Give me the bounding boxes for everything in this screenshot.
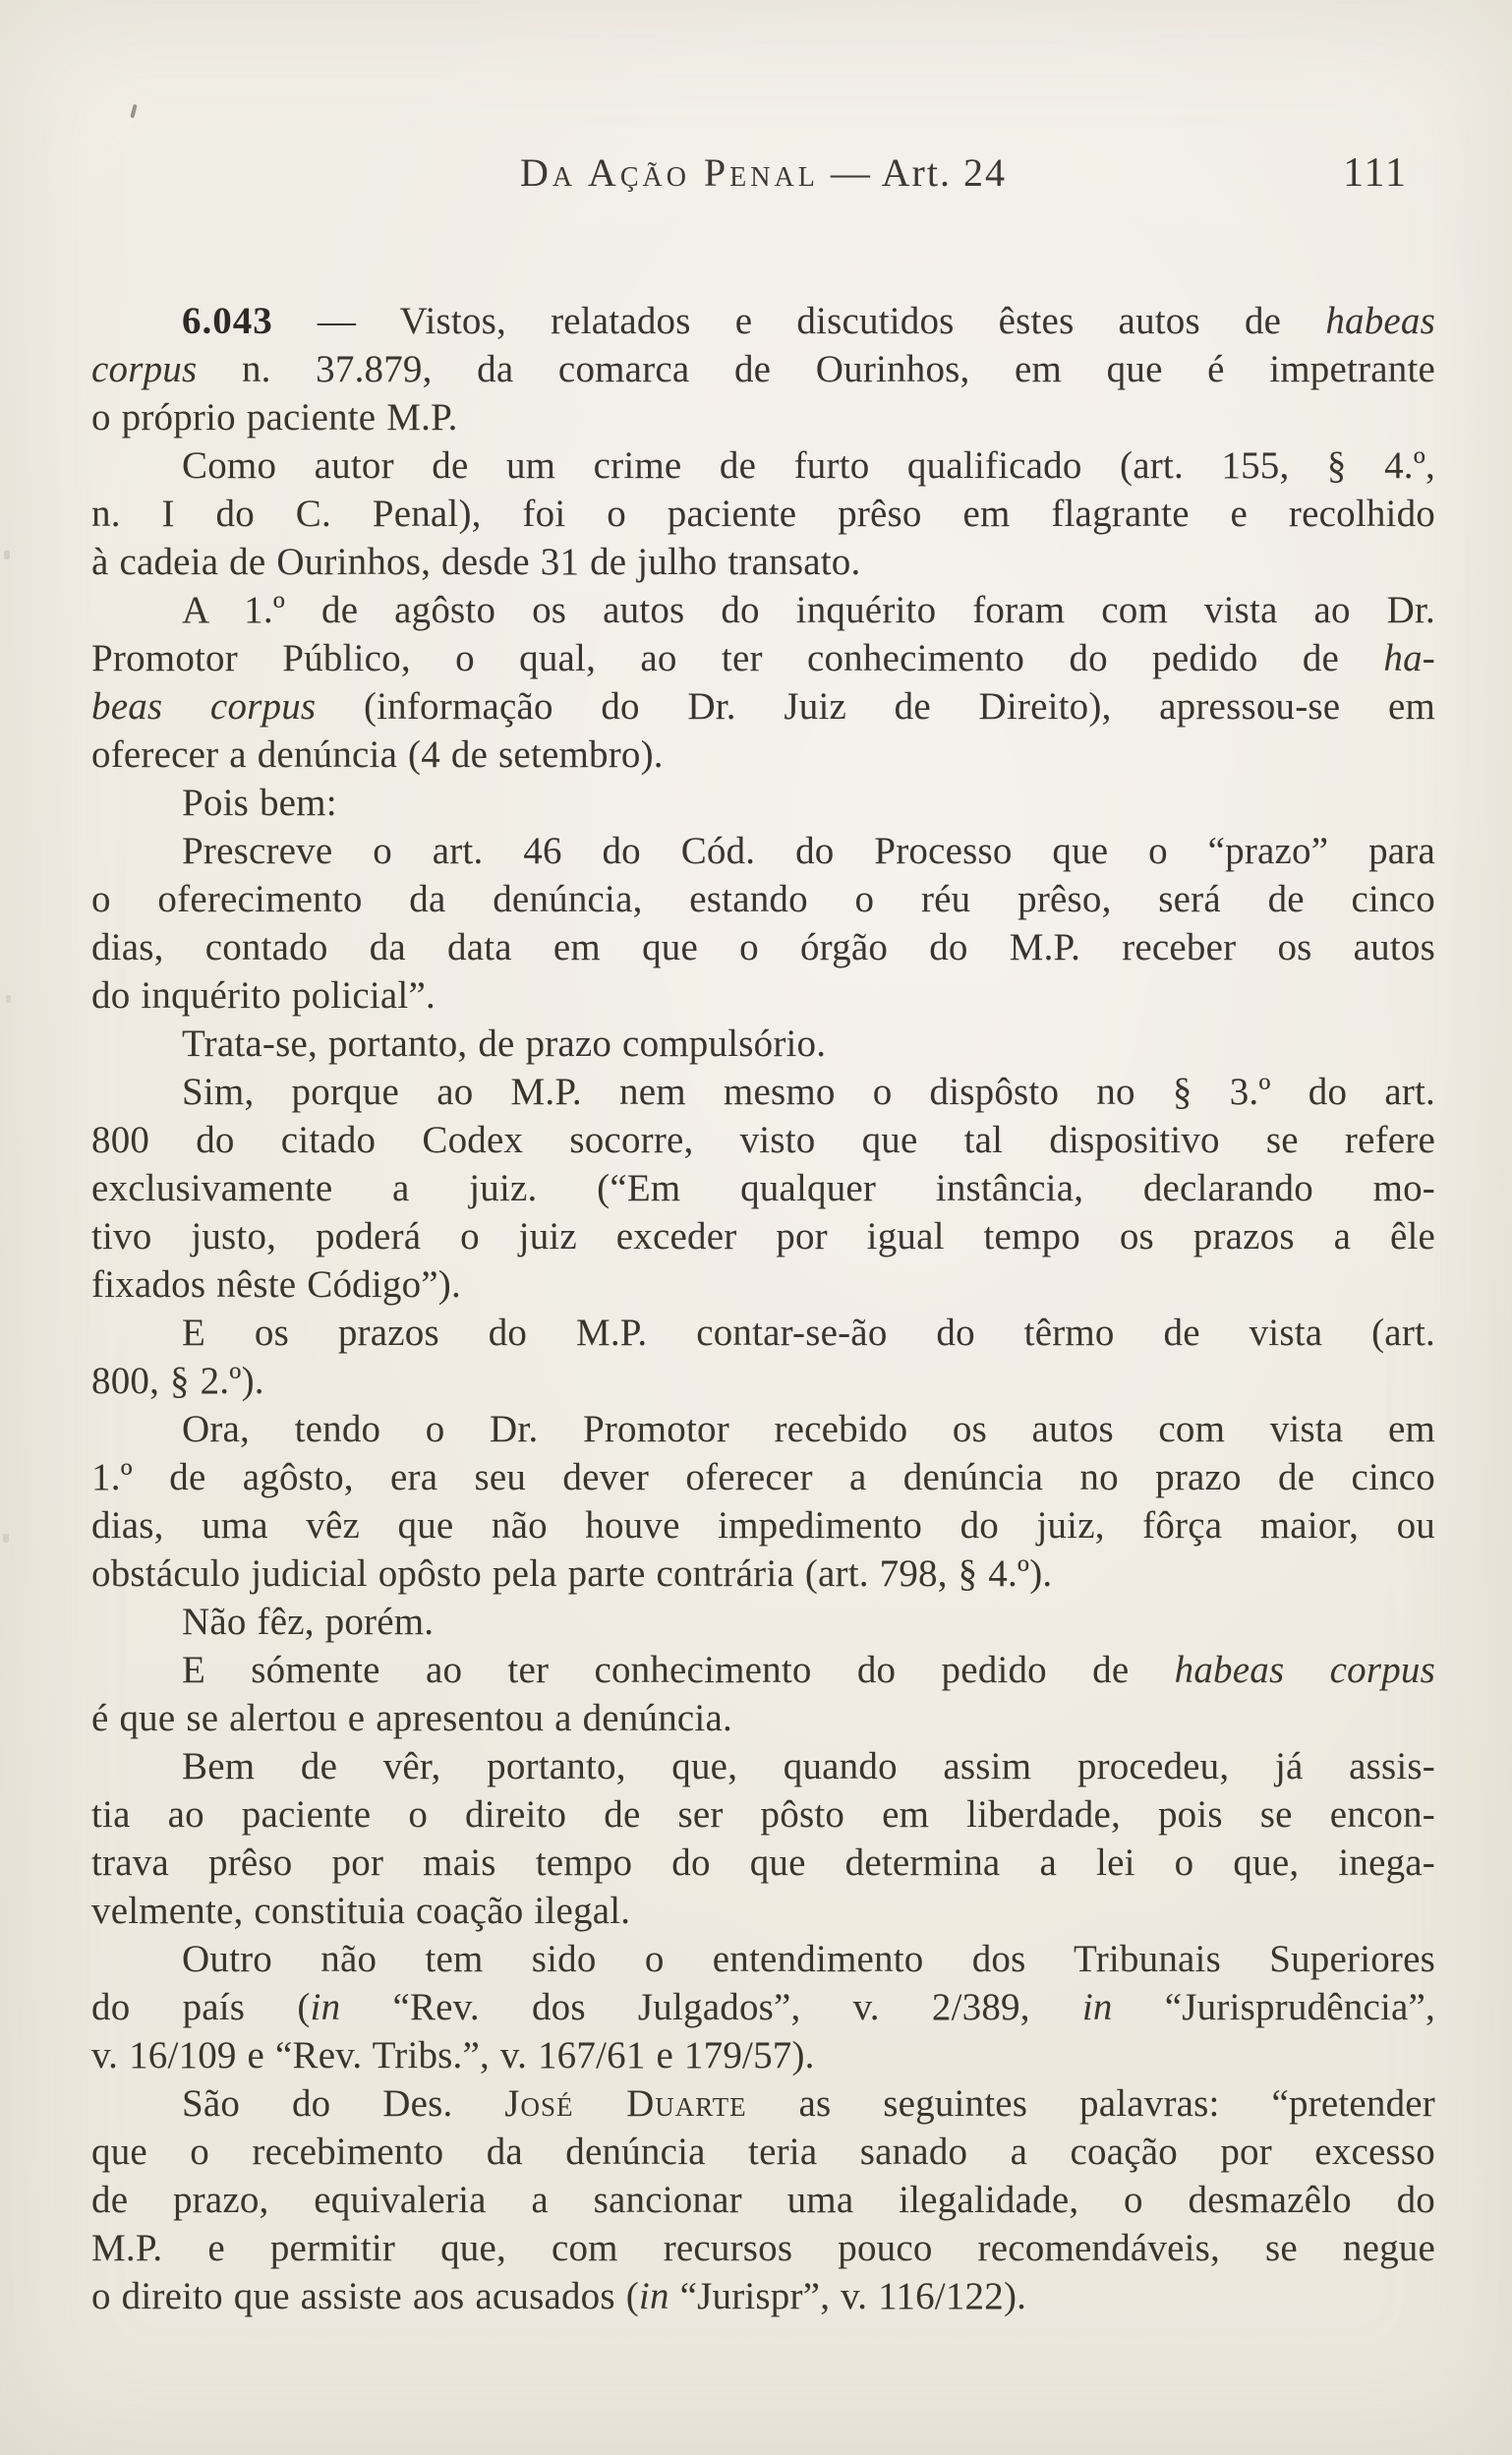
text-line xyxy=(91,923,1435,971)
text-line xyxy=(91,1212,1435,1260)
text-line xyxy=(91,393,1435,441)
text-line xyxy=(91,1549,1435,1598)
running-title-article: — Art. 24 xyxy=(818,150,1007,195)
italic-text: in xyxy=(310,1986,341,2028)
text-line xyxy=(91,1068,1435,1116)
text-segment: E os prazos do M.P. contar-se-ão do têrmo de vista (art. xyxy=(182,1312,1435,1354)
text-segment: A 1.º de agôsto os autos do inquérito foram com vista ao Dr. xyxy=(182,589,1435,631)
paragraph-11 xyxy=(91,1646,1435,1742)
text-line xyxy=(91,779,1435,827)
paragraph-1 xyxy=(91,297,1435,441)
text-line xyxy=(91,827,1435,875)
paragraph-14 xyxy=(91,2079,1435,2320)
text-segment: São do Des. xyxy=(182,2082,505,2125)
text-line xyxy=(91,1260,1435,1309)
text-segment: “Rev. dos Julgados”, v. 2/389, xyxy=(340,1986,1082,2028)
scan-speck xyxy=(4,551,10,559)
text-segment: Como autor de um crime de furto qualificado (art. 155, § 4.º, xyxy=(182,444,1435,487)
paragraph-3 xyxy=(91,586,1435,779)
text-segment: de prazo, equivaleria a sancionar uma ilegalidade, o desmazêlo do xyxy=(91,2179,1435,2221)
paragraph-10 xyxy=(91,1598,1435,1646)
paragraph-4 xyxy=(91,779,1435,827)
page-header xyxy=(91,147,1435,199)
text-line xyxy=(91,1839,1435,1887)
text-segment: Trata-se, portanto, de prazo compulsório. xyxy=(182,1023,827,1065)
text-line xyxy=(91,1935,1435,1983)
scan-speck xyxy=(3,1534,9,1543)
text-segment: 1.º de agôsto, era seu dever oferecer a denúncia no prazo de cinco xyxy=(91,1456,1435,1498)
text-segment: o oferecimento da denúncia, estando o réu prêso, será de cinco xyxy=(91,878,1435,920)
text-segment: Outro não tem sido o entendimento dos Tribunais Superiores xyxy=(182,1938,1435,1980)
text-segment: o direito que assiste aos acusados ( xyxy=(91,2275,639,2317)
text-line xyxy=(91,345,1435,393)
text-line xyxy=(91,1742,1435,1790)
paragraph-5 xyxy=(91,827,1435,1020)
text-segment: (informação do Dr. Juiz de Direito), apressou-se em xyxy=(316,685,1435,728)
text-line xyxy=(91,682,1435,731)
text-line xyxy=(91,1598,1435,1646)
text-line xyxy=(91,1501,1435,1549)
running-title xyxy=(91,147,1435,199)
scan-speck xyxy=(6,995,11,1003)
smallcaps-name: José Duarte xyxy=(504,2082,747,2125)
text-line xyxy=(91,2272,1435,2320)
text-segment: Não fêz, porém. xyxy=(182,1601,435,1643)
text-segment: tivo justo, poderá o juiz exceder por igual tempo os prazos a êle xyxy=(91,1215,1435,1257)
text-segment: oferecer a denúncia (4 de setembro). xyxy=(91,733,664,776)
text-line xyxy=(91,490,1435,538)
text-segment: Prescreve o art. 46 do Cód. do Processo que o “prazo” para xyxy=(182,830,1435,872)
text-segment: 800, § 2.º). xyxy=(91,1360,264,1402)
text-segment: E sómente ao ter conhecimento do pedido de xyxy=(182,1649,1175,1691)
text-line xyxy=(91,1164,1435,1212)
text-segment: “Jurispr”, v. 116/122). xyxy=(669,2275,1027,2317)
text-line xyxy=(91,731,1435,779)
text-segment: n. 37.879, da comarca de Ourinhos, em que é impetrante xyxy=(197,348,1435,390)
text-segment: Ora, tendo o Dr. Promotor recebido os autos com vista em xyxy=(182,1408,1435,1450)
text-segment: exclusivamente a juiz. (“Em qualquer instância, declarando mo- xyxy=(91,1167,1435,1209)
text-line xyxy=(91,2224,1435,2272)
text-segment: M.P. e permitir que, com recursos pouco recomendáveis, se negue xyxy=(91,2227,1435,2269)
text-segment: Bem de vêr, portanto, que, quando assim procedeu, já assis- xyxy=(182,1745,1435,1787)
text-segment: Pois bem: xyxy=(182,782,337,824)
paragraph-7 xyxy=(91,1068,1435,1309)
text-line xyxy=(91,1694,1435,1742)
paragraph-9 xyxy=(91,1405,1435,1598)
paragraph-2 xyxy=(91,441,1435,586)
italic-text: corpus xyxy=(91,348,198,390)
text-segment: v. 16/109 e “Rev. Tribs.”, v. 167/61 e 179/57). xyxy=(91,2034,815,2076)
text-body xyxy=(91,297,1435,2320)
text-segment: as seguintes palavras: “pretender xyxy=(746,2082,1435,2125)
text-segment: — Vistos, relatados e discutidos êstes autos de xyxy=(272,300,1326,342)
text-segment: Promotor Público, o qual, ao ter conhecimento do pedido de xyxy=(91,637,1384,679)
text-segment: do inquérito policial”. xyxy=(91,974,436,1017)
text-line xyxy=(91,634,1435,682)
text-segment: fixados nêste Código”). xyxy=(91,1263,461,1306)
text-line xyxy=(91,875,1435,923)
paragraph-13 xyxy=(91,1935,1435,2079)
page-number: 111 xyxy=(1343,150,1408,196)
text-segment: dias, contado da data em que o órgão do M.P. receber os autos xyxy=(91,926,1435,968)
text-segment: dias, uma vêz que não houve impedimento do juiz, fôrça maior, ou xyxy=(91,1504,1435,1547)
text-segment: tia ao paciente o direito de ser pôsto em liberdade, pois se encon- xyxy=(91,1793,1435,1836)
text-segment: “Jurisprudência”, xyxy=(1112,1986,1435,2028)
running-title-section: Da Ação Penal xyxy=(520,150,819,195)
text-line xyxy=(91,1453,1435,1501)
text-line xyxy=(91,1790,1435,1839)
text-line xyxy=(91,1887,1435,1935)
text-line xyxy=(91,1983,1435,2031)
text-segment: à cadeia de Ourinhos, desde 31 de julho transato. xyxy=(91,541,861,583)
text-line xyxy=(91,2079,1435,2128)
italic-text: in xyxy=(1081,1986,1113,2028)
text-line xyxy=(91,441,1435,490)
text-line xyxy=(91,1309,1435,1357)
text-line xyxy=(91,1116,1435,1164)
text-segment: obstáculo judicial opôsto pela parte contrária (art. 798, § 4.º). xyxy=(91,1552,1053,1595)
text-segment: trava prêso por mais tempo do que determina a lei o que, inega- xyxy=(91,1841,1435,1884)
text-segment: 800 do citado Codex socorre, visto que tal dispositivo se refere xyxy=(91,1119,1435,1161)
paragraph-12 xyxy=(91,1742,1435,1935)
text-line xyxy=(91,297,1435,345)
text-segment: velmente, constituia coação ilegal. xyxy=(91,1890,631,1932)
italic-text: beas corpus xyxy=(91,685,317,728)
italic-text: habeas corpus xyxy=(1174,1649,1435,1691)
text-line xyxy=(91,971,1435,1020)
scan-speck xyxy=(130,104,137,119)
text-line xyxy=(91,2031,1435,2079)
text-line xyxy=(91,538,1435,586)
decision-number: 6.043 xyxy=(182,300,273,342)
paragraph-8 xyxy=(91,1309,1435,1405)
text-line xyxy=(91,1405,1435,1453)
text-segment: do país ( xyxy=(91,1986,311,2028)
italic-text: ha- xyxy=(1383,637,1435,679)
text-line xyxy=(91,586,1435,634)
paragraph-6 xyxy=(91,1020,1435,1068)
text-line xyxy=(91,1646,1435,1694)
text-segment: n. I do C. Penal), foi o paciente prêso em flagrante e recolhido xyxy=(91,493,1435,535)
italic-text: in xyxy=(638,2275,669,2317)
italic-text: habeas xyxy=(1325,300,1435,342)
text-segment: o próprio paciente M.P. xyxy=(91,396,458,438)
text-line xyxy=(91,1357,1435,1405)
text-segment: é que se alertou e apresentou a denúncia. xyxy=(91,1697,732,1739)
text-line xyxy=(91,2176,1435,2224)
text-segment: que o recebimento da denúncia teria sanado a coação por excesso xyxy=(91,2131,1435,2173)
text-segment: Sim, porque ao M.P. nem mesmo o dispôsto no § 3.º do art. xyxy=(182,1071,1435,1113)
text-line xyxy=(91,2128,1435,2176)
text-line xyxy=(91,1020,1435,1068)
